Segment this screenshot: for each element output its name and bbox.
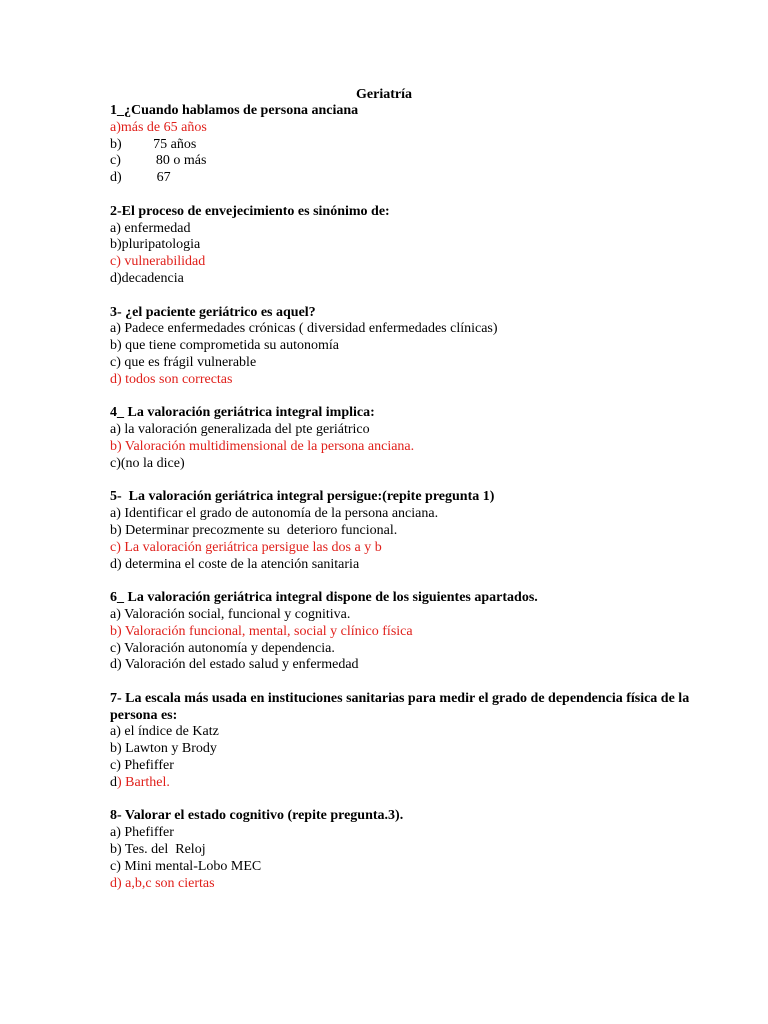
answer-option: b) Lawton y Brody [110,741,217,757]
question-7 [110,691,710,792]
question-6 [110,590,710,674]
question-8 [110,808,710,892]
answer-option: a) enfermedad [110,220,191,236]
answer-option-correct [110,775,710,792]
question-text: 1_¿Cuando hablamos de persona anciana [110,103,359,118]
question-4 [110,405,710,472]
answer-option: d) Valoración del estado salud y enfermedad [110,657,359,673]
answer-option-correct: c) vulnerabilidad [110,254,206,270]
question-text: 4_ La valoración geriátrica integral implica: [110,405,375,421]
answer-option: a) Padece enfermedades crónicas ( diversidad enfermedades clínicas) [110,321,498,337]
answer-option-prefix: d [110,774,117,790]
answer-option: b) 75 años [110,136,197,152]
answer-option: d)decadencia [110,270,184,286]
answer-option-correct: b) Valoración multidimensional de la persona anciana. [110,438,415,454]
question-5 [110,489,710,573]
answer-option: b) Tes. del Reloj [110,842,206,858]
answer-option-correct: a)más de 65 años [110,119,207,135]
answer-option: a) la valoración generalizada del pte geriátrico [110,422,370,438]
question-1 [110,103,710,187]
answer-option: c) Phefiffer [110,758,174,774]
question-text: 6_ La valoración geriátrica integral dispone de los siguientes apartados. [110,590,538,606]
answer-option: b) Determinar precozmente su deterioro funcional. [110,522,398,538]
answer-option: b)pluripatologia [110,237,201,253]
answer-option: a) Phefiffer [110,825,174,841]
answer-option-correct: d) a,b,c son ciertas [110,875,215,891]
question-2 [110,204,710,288]
answer-option: d) 67 [110,170,171,186]
question-text: 7- La escala más usada en instituciones sanitarias para medir el grado de dependencia física de la persona es: [110,690,693,723]
answer-option: c) 80 o más [110,153,207,169]
question-text: 2-El proceso de envejecimiento es sinónimo de: [110,203,390,219]
answer-option: b) que tiene comprometida su autonomía [110,338,339,354]
answer-option-correct-text: ) Barthel. [117,774,170,790]
answer-option-correct: d) todos son correctas [110,371,233,387]
answer-option: a) Identificar el grado de autonomía de la persona anciana. [110,506,439,522]
answer-option: d) determina el coste de la atención sanitaria [110,556,360,572]
answer-option: a) Valoración social, funcional y cognitiva. [110,606,351,622]
answer-option: c) que es frágil vulnerable [110,354,257,370]
answer-option: a) el índice de Katz [110,724,219,740]
question-3 [110,305,710,389]
question-text: 8- Valorar el estado cognitivo (repite pregunta.3). [110,808,404,824]
answer-option: c) Valoración autonomía y dependencia. [110,640,335,656]
answer-option-correct: b) Valoración funcional, mental, social y clínico física [110,623,413,639]
document-title: Geriatría [356,87,412,102]
question-text: 5- La valoración geriátrica integral persigue:(repite pregunta 1) [110,489,495,505]
question-text: 3- ¿el paciente geriátrico es aquel? [110,304,316,320]
answer-option: c)(no la dice) [110,455,185,471]
answer-option-correct: c) La valoración geriátrica persigue las dos a y b [110,539,382,555]
answer-option: c) Mini mental-Lobo MEC [110,858,262,874]
question-list [110,103,710,909]
